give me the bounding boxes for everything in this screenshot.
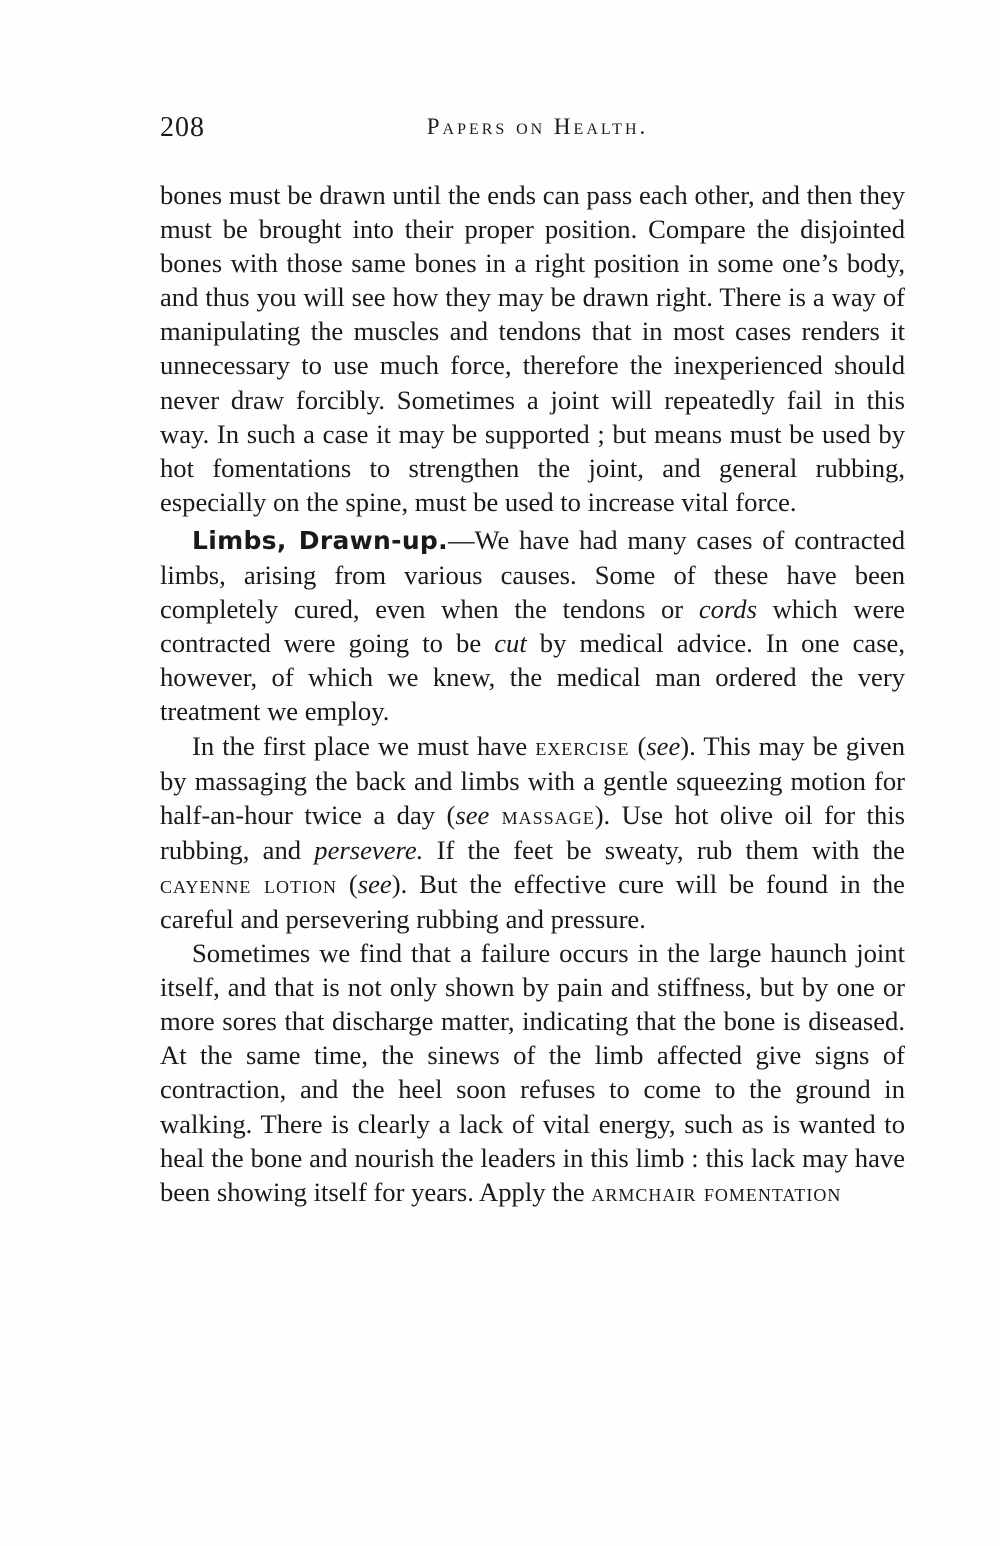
page-number: 208: [160, 112, 205, 143]
running-title: Papers on Health.: [426, 114, 649, 139]
paragraph-text: bones must be drawn until the ends can pass each other, and then they must be brought into their proper position. Compare the disjointed bones with those same bones in a right position in some one’s body, and thus you will see how they may be drawn right. There is a way of manipulating the muscles and tendons that in most cases renders it unnecessary to use much force, therefore the inexperienced should never draw forcibly. Sometimes a joint will repeatedly fail in this way. In such a case it may be supported ; but means must be used by hot fomentations to strengthen the joint, and general rubbing, especially on the spine, must be used to increase vital force.: [160, 180, 905, 517]
italic-term: see: [646, 730, 681, 761]
text-run: by medical advice. In one case, however, of which we knew, the medical man ordered the very treatment we employ.: [160, 628, 906, 727]
paragraph-limbs-drawn-up: [160, 523, 905, 729]
cross-reference: cayenne lotion: [160, 869, 338, 899]
cross-reference: armchair fomentation: [591, 1177, 842, 1207]
italic-term: persevere.: [314, 834, 424, 865]
text-run: ). But the effective cure will be found in the careful and persevering rubbing and pressure.: [160, 868, 905, 934]
entry-heading: Limbs, Drawn-up.: [192, 525, 448, 555]
text-run: ). This may be given by massaging the back and limbs with a gentle squeezing motion for half-an-hour twice a day (: [160, 730, 906, 830]
text-run: ). Use hot olive oil for this rubbing, and: [160, 799, 905, 865]
italic-term: see: [455, 799, 490, 830]
running-head: [160, 112, 905, 148]
text-run: (: [629, 730, 647, 761]
cross-reference: exercise: [535, 731, 630, 761]
paragraph-exercise: [160, 729, 905, 937]
text-run: (: [337, 868, 358, 899]
paragraph-haunch-joint: [160, 936, 905, 1210]
body-text: [160, 178, 905, 1210]
text-run: Sometimes we find that a failure occurs in the large haunch joint itself, and that is not only shown by pain and stiffness, but by one or more sores that discharge matter, indicating that the bone is diseased. At the same time, the sinews of the limb affected give signs of contraction, and the heel soon refuses to come to the ground in walking. There is clearly a lack of vital energy, such as is wanted to heal the bone and nourish the leaders in this limb : this lack may have been showing itself for years. Apply the: [160, 938, 905, 1207]
text-run: which were contracted were going to be: [160, 594, 905, 659]
cross-reference: massage: [489, 800, 595, 830]
paragraph-bones: [160, 178, 905, 519]
italic-term: cords: [698, 594, 757, 625]
text-run: —We have had many cases of contracted limbs, arising from various causes. Some of these have been completely cured, even when the tendons or: [160, 524, 905, 625]
text-run: In the first place we must have: [192, 730, 536, 761]
italic-term: cut: [494, 628, 527, 659]
text-run: If the feet be sweaty, rub them with the: [423, 834, 905, 865]
italic-term: see: [357, 868, 392, 899]
